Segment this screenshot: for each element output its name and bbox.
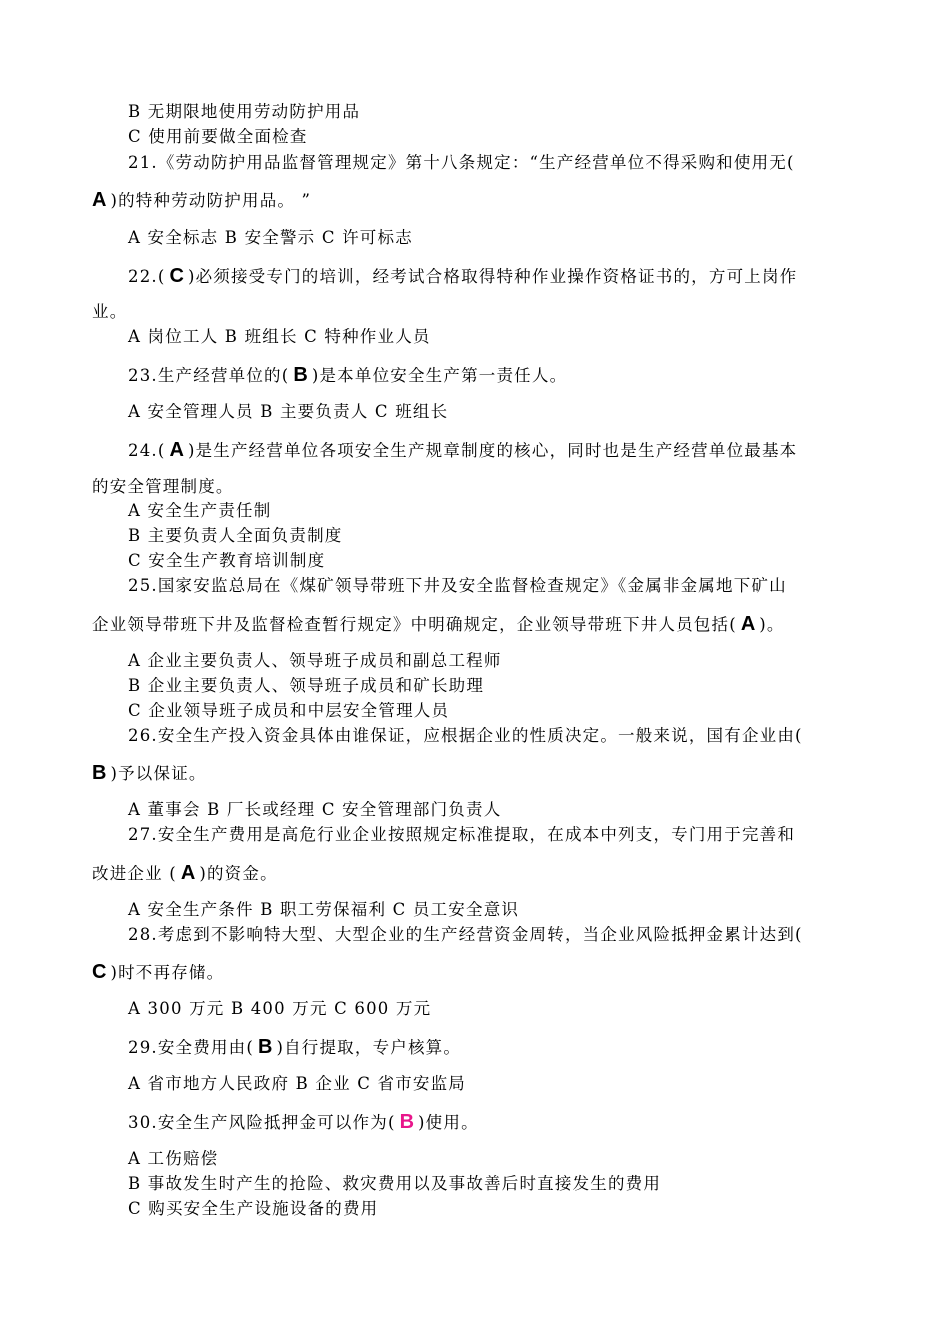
answer-27: A bbox=[180, 862, 196, 884]
option-line: B 企业主要负责人、领导班子成员和矿长助理 bbox=[128, 676, 485, 695]
options-28: A 300 万元 B 400 万元 C 600 万元 bbox=[128, 999, 432, 1018]
question-24: 24.( A )是生产经营单位各项安全生产规章制度的核心，同时也是生产经营单位最基本 bbox=[128, 439, 798, 461]
answer-21: A bbox=[92, 189, 107, 211]
question-25: 25.国家安监总局在《煤矿领导带班下井及安全监督检查规定》《金属非金属地下矿山 bbox=[128, 576, 787, 595]
option-line: A 企业主要负责人、领导班子成员和副总工程师 bbox=[128, 651, 502, 670]
answer-28: C bbox=[92, 961, 107, 983]
question-28: 28.考虑到不影响特大型、大型企业的生产经营资金周转，当企业风险抵押金累计达到( bbox=[128, 925, 803, 944]
question-22: 22.( C )必须接受专门的培训，经考试合格取得特种作业操作资格证书的，方可上岗作 bbox=[128, 265, 798, 287]
option-line: A 工伤赔偿 bbox=[128, 1149, 219, 1168]
options-26: A 董事会 B 厂长或经理 C 安全管理部门负责人 bbox=[128, 800, 502, 819]
question-23: 23.生产经营单位的( B )是本单位安全生产第一责任人。 bbox=[128, 364, 568, 386]
question-25-cont: 企业领导带班下井及监督检查暂行规定》中明确规定，企业领导带班下井人员包括( A )。 bbox=[92, 613, 785, 635]
option-line: B 主要负责人全面负责制度 bbox=[128, 526, 343, 545]
option-line: C 使用前要做全面检查 bbox=[128, 127, 308, 146]
question-29: 29.安全费用由( B )自行提取，专户核算。 bbox=[128, 1036, 462, 1058]
answer-30: B bbox=[399, 1111, 415, 1133]
question-26: 26.安全生产投入资金具体由谁保证，应根据企业的性质决定。一般来说，国有企业由( bbox=[128, 726, 803, 745]
question-30: 30.安全生产风险抵押金可以作为( B )使用。 bbox=[128, 1111, 479, 1133]
question-21: 21.《劳动防护用品监督管理规定》第十八条规定：“生产经营单位不得采购和使用无( bbox=[128, 153, 795, 172]
option-line: B 事故发生时产生的抢险、救灾费用以及事故善后时直接发生的费用 bbox=[128, 1174, 662, 1193]
answer-24: A bbox=[169, 439, 184, 461]
answer-23: B bbox=[293, 364, 308, 386]
option-line: C 企业领导班子成员和中层安全管理人员 bbox=[128, 701, 450, 720]
options-21: A 安全标志 B 安全警示 C 许可标志 bbox=[128, 228, 413, 247]
question-28-cont: C )时不再存储。 bbox=[92, 961, 225, 983]
answer-26: B bbox=[92, 762, 107, 784]
option-line: C 安全生产教育培训制度 bbox=[128, 551, 326, 570]
question-26-cont: B )予以保证。 bbox=[92, 762, 207, 784]
question-22-cont: 业。 bbox=[92, 302, 128, 321]
answer-29: B bbox=[257, 1036, 273, 1058]
option-line: B 无期限地使用劳动防护用品 bbox=[128, 102, 361, 121]
answer-25: A bbox=[740, 613, 756, 635]
answer-22: C bbox=[169, 265, 184, 287]
question-24-cont: 的安全管理制度。 bbox=[92, 477, 234, 496]
options-22: A 岗位工人 B 班组长 C 特种作业人员 bbox=[128, 327, 431, 346]
question-27-cont: 改进企业 ( A )的资金。 bbox=[92, 862, 278, 884]
option-line: A 安全生产责任制 bbox=[128, 501, 272, 520]
options-29: A 省市地方人民政府 B 企业 C 省市安监局 bbox=[128, 1074, 466, 1093]
options-27: A 安全生产条件 B 职工劳保福利 C 员工安全意识 bbox=[128, 900, 520, 919]
option-line: C 购买安全生产设施设备的费用 bbox=[128, 1199, 379, 1218]
question-27: 27.安全生产费用是高危行业企业按照规定标准提取，在成本中列支，专门用于完善和 bbox=[128, 825, 796, 844]
options-23: A 安全管理人员 B 主要负责人 C 班组长 bbox=[128, 402, 449, 421]
question-21-cont: A )的特种劳动防护用品。 ” bbox=[92, 189, 312, 211]
